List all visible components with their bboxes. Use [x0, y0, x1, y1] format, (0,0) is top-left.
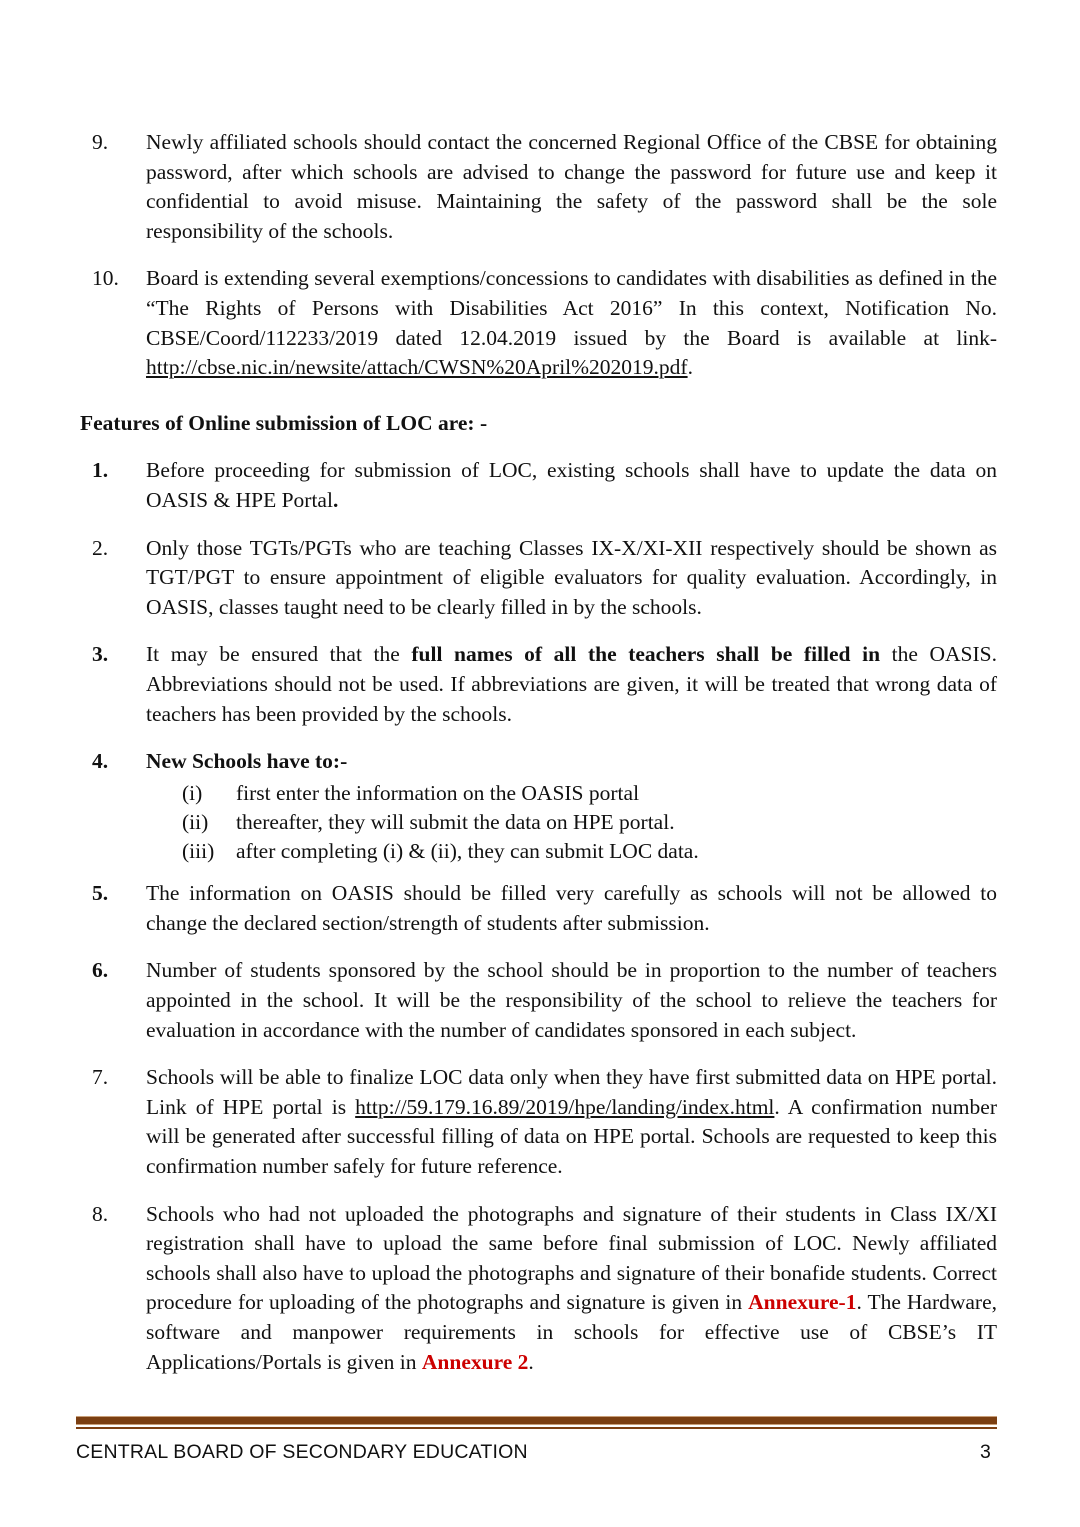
list-item-text-before-link: Board is extending several exemptions/concessions to candidates with disabilities as defined in the “The Rights of Persons with Disabilities Act 2016” In this context, Notification No. CBSE/Coord/112233/2019 dated 12.04.2019 issued by the Board is available at link-: [146, 266, 997, 350]
footer-organization-name: CENTRAL BOARD OF SECONDARY EDUCATION: [76, 1441, 528, 1463]
list-item-text-after-link: .: [687, 355, 693, 380]
feature-item-5: [80, 879, 997, 938]
footer-rule-thick: [76, 1416, 997, 1425]
list-item-text: Newly affiliated schools should contact the concerned Regional Office of the CBSE for obtaining password, after which schools are advised to change the password for future use and keep it confidential to avoid misuse. Maintaining the safety of the password shall be the sole responsibility of the schools.: [146, 130, 997, 243]
sub-list-item-ii: [146, 808, 997, 837]
list-item-text: [146, 640, 997, 729]
list-item-text: [146, 264, 997, 382]
list-item-text: [146, 1200, 997, 1378]
list-item-number: 1.: [92, 458, 109, 483]
list-item-number: 2.: [92, 535, 109, 560]
feature-item-6: [80, 956, 997, 1045]
list-item-number: 3.: [92, 642, 109, 667]
sub-list-item-i: [146, 779, 997, 808]
feature-item-7: [80, 1063, 997, 1181]
cwsn-notification-link[interactable]: http://cbse.nic.in/newsite/attach/CWSN%20April%202019.pdf: [146, 355, 688, 380]
sub-list-marker: (i): [182, 780, 203, 805]
feature-item-2: [80, 534, 997, 623]
sub-list-text: after completing (i) & (ii), they can submit LOC data.: [236, 839, 699, 864]
page-content: [80, 128, 997, 1395]
sub-list-text: thereafter, they will submit the data on HPE portal.: [236, 809, 675, 834]
annexure-2-reference: Annexure 2: [421, 1349, 529, 1374]
section-heading: Features of Online submission of LOC are: -: [80, 410, 488, 435]
list-item-text: Number of students sponsored by the school should be in proportion to the number of teachers appointed in the school. It will be the responsibility of the school to relieve the teachers for evaluation in accordance with the number of candidates sponsored in each subject.: [146, 958, 997, 1042]
list-item-number: 8.: [92, 1201, 109, 1226]
feature-item-4: [80, 747, 997, 866]
sub-list-marker: (ii): [182, 809, 209, 834]
list-item-number: 4.: [92, 749, 109, 774]
footer-page-number: 3: [979, 1441, 991, 1463]
list-item-number: 6.: [92, 958, 109, 983]
footer-row: [76, 1441, 997, 1464]
sub-list: [146, 779, 997, 867]
list-item-text-bold-tail: .: [332, 487, 339, 512]
list-item-bold-phrase: full names of all the teachers shall be filled in: [411, 642, 881, 667]
list-item-text: [146, 456, 997, 515]
list-item-9: [80, 128, 997, 246]
list-item-number: 9.: [92, 130, 109, 154]
list-item-text-part1: Schools who had not uploaded the photographs and signature of their students in Class IX/XI registration shall have to upload the same before final submission of LOC. Newly affiliated schools shall also have to upload the photographs and signature of their bonafide students. Correct procedure for uploading of the photographs and signature is given in: [146, 1201, 997, 1315]
list-item-text-part3: .: [528, 1349, 534, 1374]
sub-list-marker: (iii): [182, 839, 215, 864]
list-item-text-main: Before proceeding for submission of LOC, existing schools shall have to update the data on OASIS & HPE Portal: [146, 458, 997, 512]
list-item-text: Only those TGTs/PGTs who are teaching Classes IX-X/XI-XII respectively should be shown as TGT/PGT to ensure appointment of eligible evaluators for quality evaluation. Accordingly, in OASIS, classes taught need to be clearly filled in by the schools.: [146, 535, 997, 619]
page-footer: [76, 1416, 997, 1464]
annexure-1-reference: Annexure-1: [748, 1290, 857, 1315]
list-item-text-before-bold: It may be ensured that the: [146, 642, 412, 667]
list-item-number: 5.: [92, 881, 109, 906]
list-item-heading: New Schools have to:-: [146, 749, 348, 774]
list-item-text-after-bold: the OASIS. Abbreviations should not be used. If abbreviations are given, it will be treated that wrong data of teachers has been provided by the schools.: [146, 642, 998, 726]
feature-item-3: [80, 640, 997, 729]
list-item-number: 10.: [92, 266, 119, 291]
sub-list-item-iii: [146, 837, 997, 866]
hpe-portal-link[interactable]: http://59.179.16.89/2019/hpe/landing/index.html: [355, 1094, 775, 1119]
list-item-text-before-link: Schools will be able to finalize LOC data only when they have first submitted data on HPE portal. Link of HPE portal is: [146, 1065, 997, 1119]
feature-item-8: [80, 1200, 997, 1378]
feature-item-1: [80, 456, 997, 515]
list-item-text-after-link: . A confirmation number will be generated after successful filling of data on HPE portal. Schools are requested to keep this confirmation number safely for future reference.: [146, 1094, 997, 1179]
list-item-text-part2: . The Hardware, software and manpower requirements in schools for effective use of CBSE’s IT Applications/Portals is given in: [146, 1290, 998, 1374]
footer-rule-thin: [76, 1427, 997, 1429]
list-item-text: [146, 1063, 997, 1181]
sub-list-text: first enter the information on the OASIS portal: [236, 780, 640, 805]
list-item-10: [80, 264, 997, 382]
list-item-text: The information on OASIS should be filled very carefully as schools will not be allowed to change the declared section/strength of students after submission.: [146, 881, 997, 935]
list-item-number: 7.: [92, 1065, 109, 1090]
